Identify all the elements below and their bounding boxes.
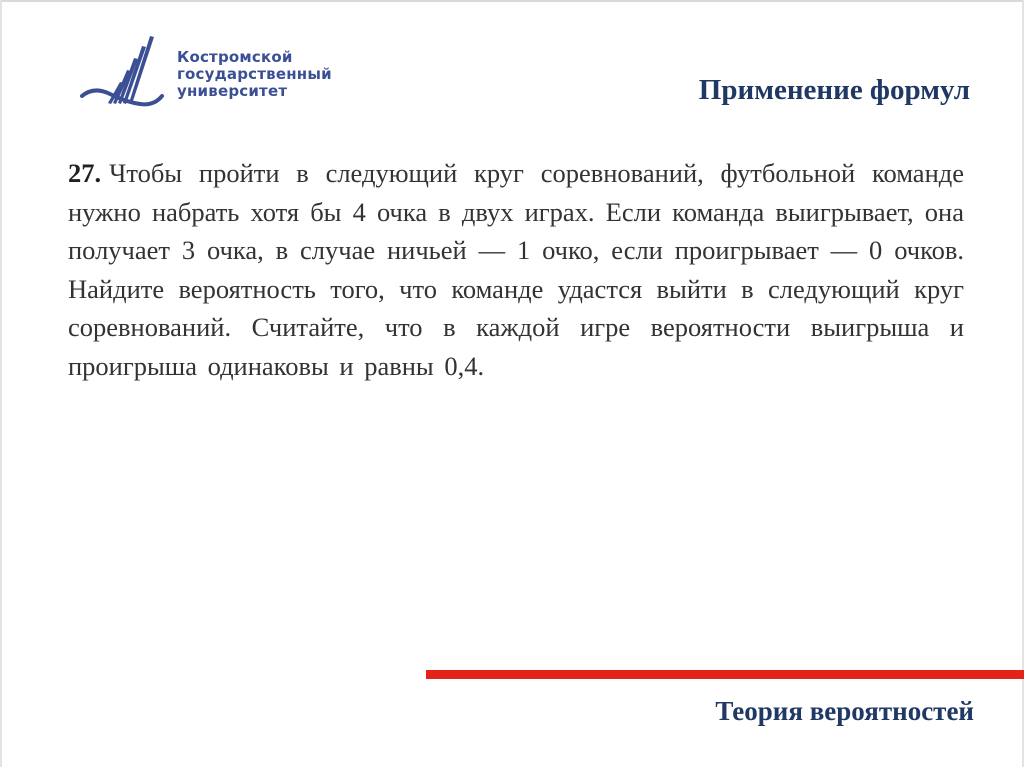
footer-divider-line [426,670,1024,679]
university-name-line-1: Костромской [177,48,293,66]
problem-number: 27. [68,158,102,188]
university-name-line-3: университет [177,82,288,100]
problem-statement [68,154,964,386]
footer-subject: Теория вероятностей [715,696,974,726]
slide-title: Применение формул [698,74,970,106]
slide-left-border [0,0,2,767]
slide-top-border [0,0,1024,2]
university-name-line-2: государственный [177,65,332,83]
problem-text: Чтобы пройти в следующий круг соревнований, футбольной команде нужно набрать хотя бы 4 очка в двух играх. Если команда выигрывает, она получает 3 очка, в случае ничьей — 1 очко, если проигрывает — 0 очков. Найдите вероятность того, что команде удастся выйти в следующий круг соревнований. Считайте, что в каждой игре вероятности выигрыша и проигрыша одинаковы и равны 0,4. [68,158,964,381]
university-logo [80,34,360,114]
university-emblem-icon [80,34,164,114]
university-name [177,49,332,100]
